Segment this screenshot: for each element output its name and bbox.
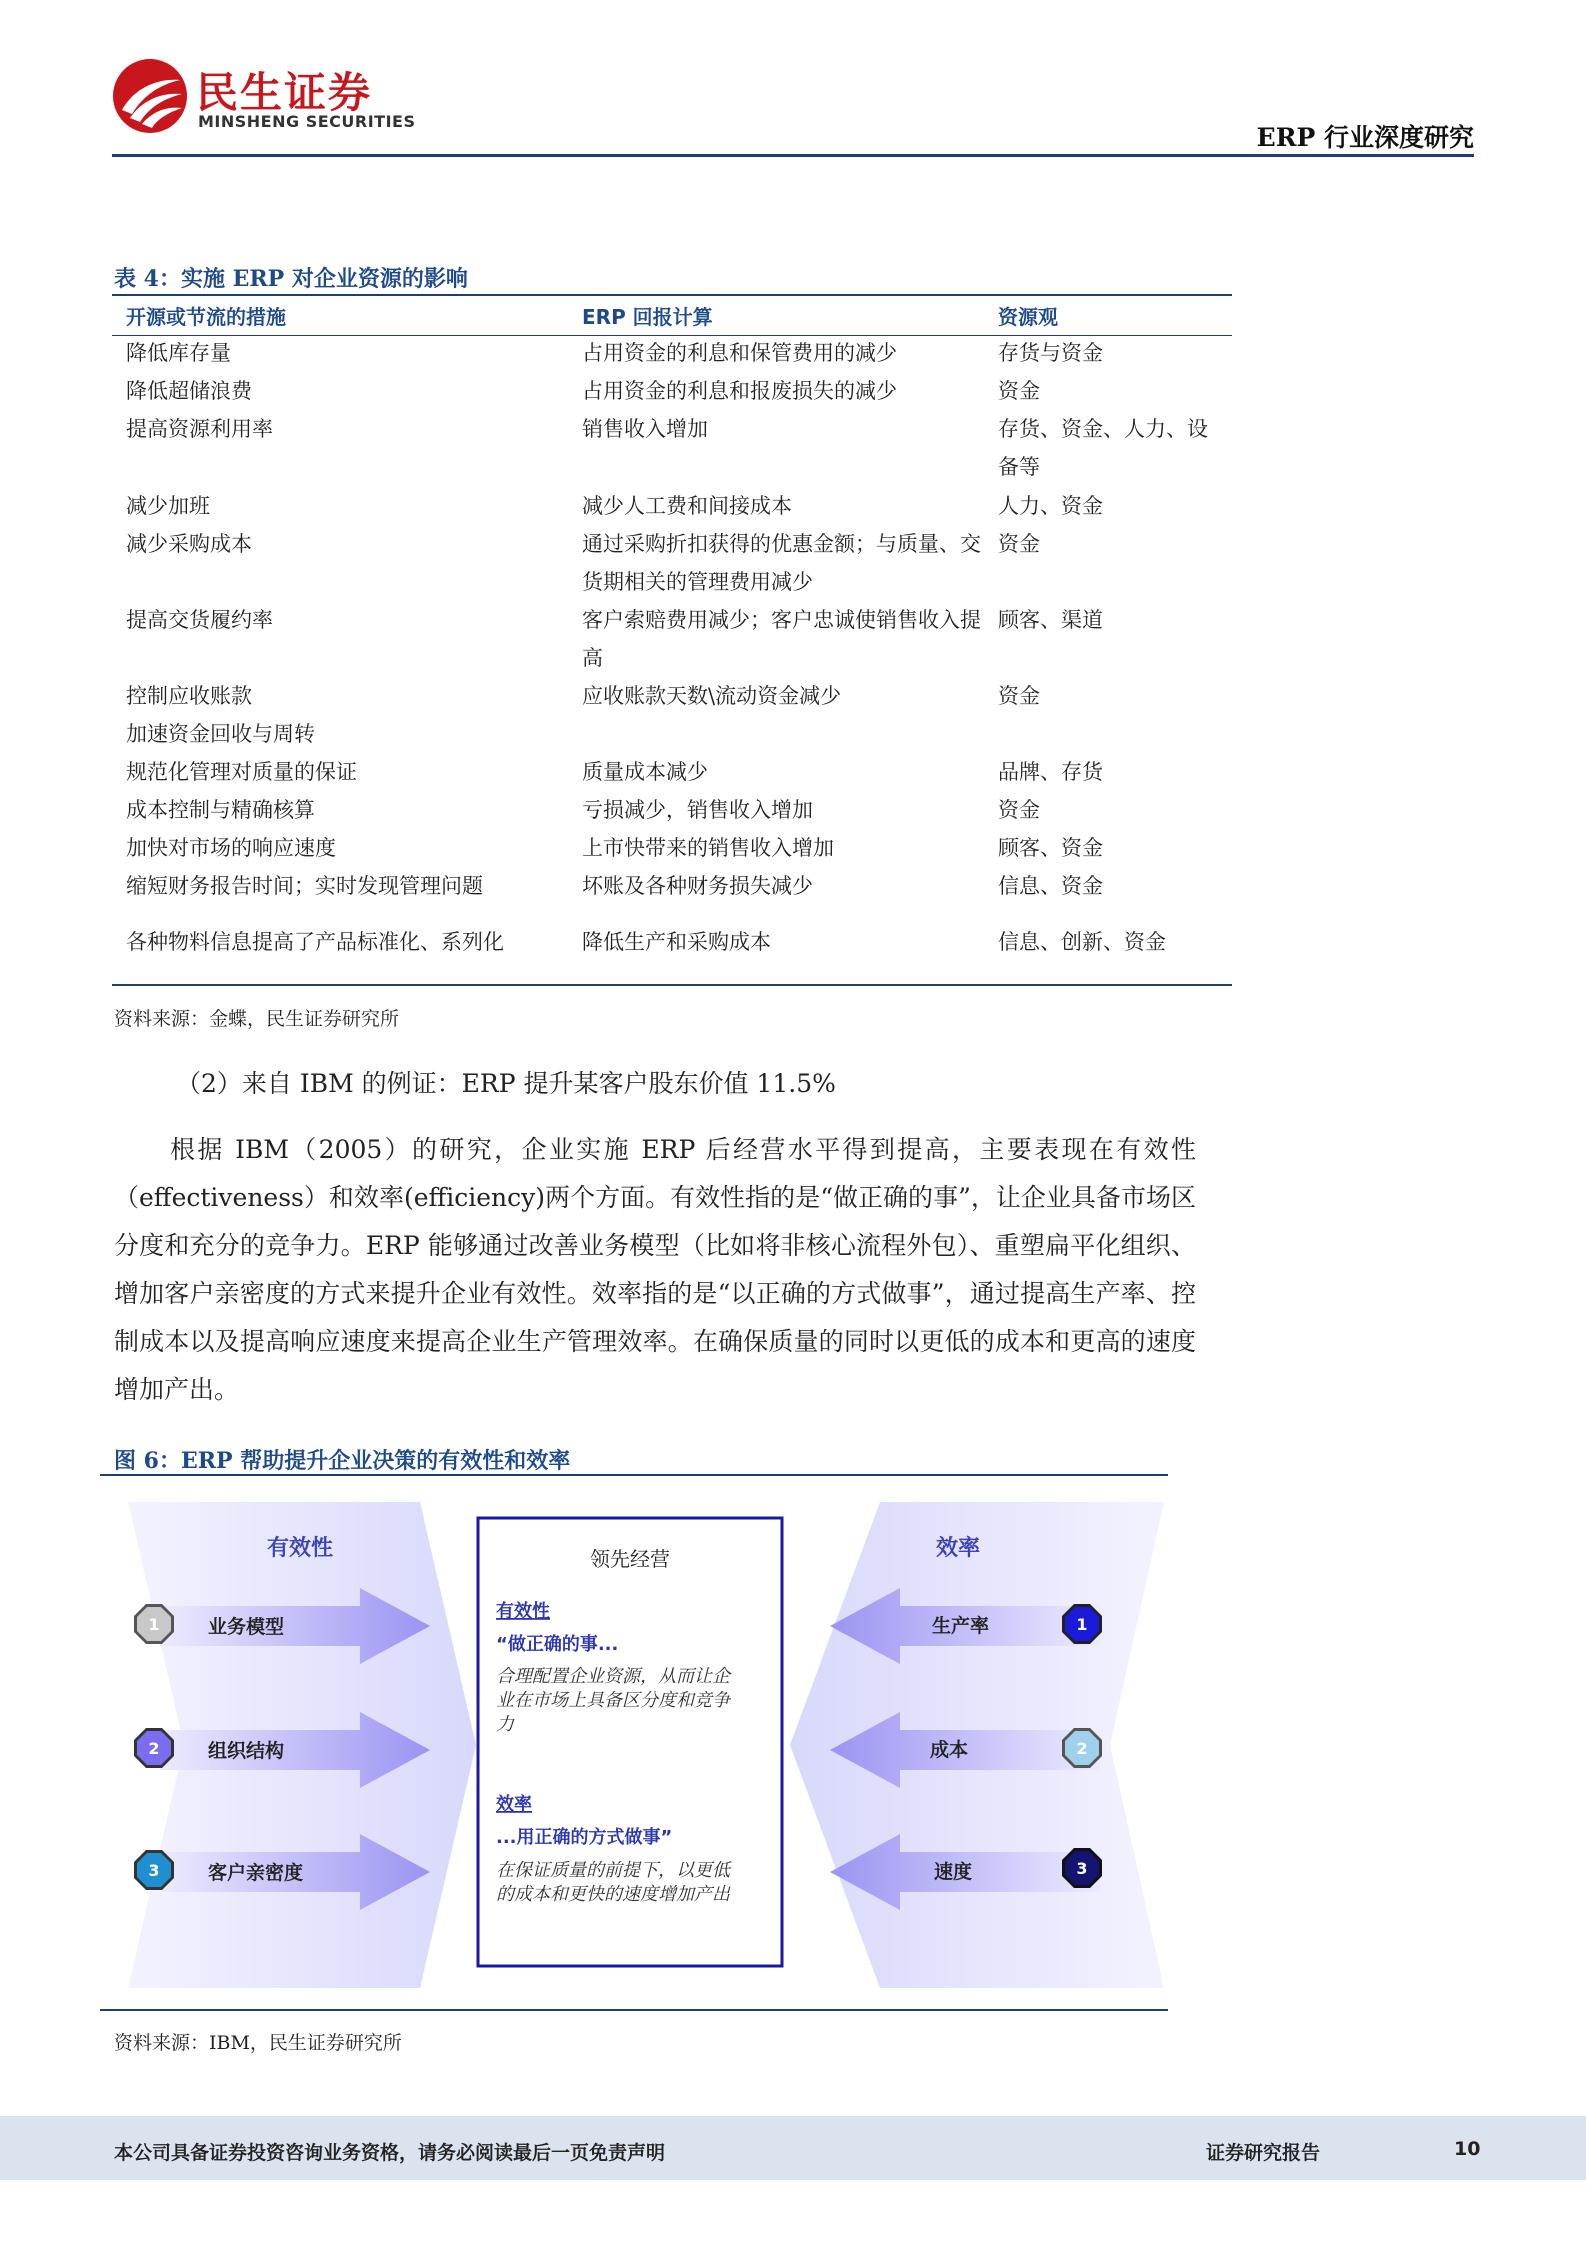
table-row-measure: 降低超储浪费 xyxy=(126,379,252,403)
erp-effectiveness-efficiency-diagram xyxy=(100,1490,1168,2000)
minsheng-logo-icon xyxy=(112,58,188,134)
left-item-3-label: 客户亲密度 xyxy=(208,1862,304,1884)
logo-text-cn: 民生证券 xyxy=(196,68,373,117)
table-row-measure: 减少采购成本 xyxy=(126,532,252,556)
left-badge-3-number: 3 xyxy=(148,1861,160,1880)
table-bottom-rule xyxy=(112,984,1232,986)
table-row-resource: 资金 xyxy=(998,532,1040,556)
table-row-calc: 降低生产和采购成本 xyxy=(582,930,771,954)
logo-text-en: MINSHENG SECURITIES xyxy=(198,112,416,131)
right-title: 效率 xyxy=(935,1536,981,1561)
center-title: 领先经营 xyxy=(590,1547,670,1571)
header-divider xyxy=(112,154,1474,157)
table-row-calc: 上市快带来的销售收入增加 xyxy=(582,836,834,860)
table-row-resource: 存货、资金、人力、设备等 xyxy=(998,417,1208,479)
right-item-2-label: 成本 xyxy=(930,1739,969,1761)
report-title: ERP 行业深度研究 xyxy=(1256,123,1474,152)
figure-bottom-rule xyxy=(100,2009,1168,2011)
figure-top-rule xyxy=(100,1474,1168,1476)
figure-title: 图 6：ERP 帮助提升企业决策的有效性和效率 xyxy=(114,1448,571,1474)
right-badge-2 xyxy=(1062,1728,1102,1768)
table-row-calc: 质量成本减少 xyxy=(582,760,708,784)
table-row-measure: 提高交货履约率 xyxy=(126,608,273,632)
left-badge-1 xyxy=(134,1604,174,1644)
table-row-resource: 顾客、资金 xyxy=(998,836,1103,860)
table-row-measure: 缩短财务报告时间；实时发现管理问题 xyxy=(126,874,483,898)
left-title: 有效性 xyxy=(266,1536,334,1561)
right-badge-3-number: 3 xyxy=(1076,1859,1088,1878)
table-row-measure: 提高资源利用率 xyxy=(126,417,273,441)
table-title: 表 4：实施 ERP 对企业资源的影响 xyxy=(114,266,468,292)
page-number: 10 xyxy=(1454,2138,1481,2160)
table-row-resource: 顾客、渠道 xyxy=(998,608,1103,632)
table-row-resource: 信息、创新、资金 xyxy=(998,930,1166,954)
table-source-note: 资料来源：金蝶，民生证券研究所 xyxy=(114,1008,400,1030)
table-row-resource: 品牌、存货 xyxy=(998,760,1103,784)
left-badge-2 xyxy=(134,1728,174,1768)
section-heading: （2）来自 IBM 的例证：ERP 提升某客户股东价值 11.5% xyxy=(176,1069,836,1098)
table-row-calc: 占用资金的利息和保管费用的减少 xyxy=(582,341,897,365)
table-row-resource: 信息、资金 xyxy=(998,874,1103,898)
center-eff-desc-3: 力 xyxy=(496,1714,514,1735)
table-row-calc: 亏损减少，销售收入增加 xyxy=(582,798,813,822)
center-eff-quote: “做正确的事... xyxy=(496,1634,619,1655)
table-top-rule xyxy=(112,294,1232,296)
table-row-measure: 降低库存量 xyxy=(126,341,231,365)
table-row-resource: 资金 xyxy=(998,798,1040,822)
right-item-3-label: 速度 xyxy=(934,1861,973,1883)
table-row-measure: 规范化管理对质量的保证 xyxy=(126,760,357,784)
right-badge-2-number: 2 xyxy=(1076,1739,1088,1758)
table-row-calc: 坏账及各种财务损失减少 xyxy=(582,874,813,898)
table-row-resource: 人力、资金 xyxy=(998,494,1103,518)
table-header-measure: 开源或节流的措施 xyxy=(126,305,286,329)
center-eff-label: 有效性 xyxy=(496,1601,550,1622)
left-badge-3 xyxy=(134,1850,174,1890)
table-row-resource: 资金 xyxy=(998,684,1040,708)
center-effic-desc-2: 的成本和更快的速度增加产出 xyxy=(496,1884,730,1905)
table-header-calc: ERP 回报计算 xyxy=(582,305,713,329)
table-row-resource: 资金 xyxy=(998,379,1040,403)
center-eff-desc-1: 合理配置企业资源，从而让企 xyxy=(496,1666,730,1687)
footer-report-type: 证券研究报告 xyxy=(1206,2142,1321,2164)
left-item-2-label: 组织结构 xyxy=(208,1740,285,1762)
table-row-measure: 控制应收账款 xyxy=(126,684,252,708)
right-badge-1 xyxy=(1062,1604,1102,1644)
center-effic-desc-1: 在保证质量的前提下，以更低 xyxy=(496,1860,730,1881)
table-row-calc: 销售收入增加 xyxy=(582,417,708,441)
table-row-calc: 应收账款天数\流动资金减少 xyxy=(582,684,842,708)
table-header-resource: 资源观 xyxy=(998,305,1058,329)
table-row-calc: 客户索赔费用减少；客户忠诚使销售收入提高 xyxy=(582,608,981,670)
center-effic-label: 效率 xyxy=(496,1794,532,1815)
center-effic-quote: ...用正确的方式做事” xyxy=(496,1827,673,1848)
center-eff-desc-2: 业在市场上具备区分度和竞争 xyxy=(496,1690,730,1711)
footer-disclaimer: 本公司具备证券投资咨询业务资格，请务必阅读最后一页免责声明 xyxy=(114,2142,666,2164)
table-row-measure: 加快对市场的响应速度 xyxy=(126,836,336,860)
right-item-1-label: 生产率 xyxy=(932,1615,990,1637)
table-row-resource: 存货与资金 xyxy=(998,341,1103,365)
table-row-calc: 减少人工费和间接成本 xyxy=(582,494,792,518)
table-row-measure: 成本控制与精确核算 xyxy=(126,798,315,822)
section-paragraph: 根据 IBM（2005）的研究，企业实施 ERP 后经营水平得到提高，主要表现在有效性（effectiveness）和效率(efficiency)两个方面。有效性指的是“做正确的事”，让企业具备市场区分度和充分的竞争力。ERP 能够通过改善业务模型（比如将非核心流程外包）、重塑扁平化组织、增加客户亲密度的方式来提升企业有效性。效率指的是“以正确的方式做事”，通过提高生产率、控制成本以及提高响应速度来提高企业生产管理效率。在确保质量的同时以更低的成本和更高的速度增加产出。 xyxy=(114,1135,1196,1404)
table-row-measure: 加速资金回收与周转 xyxy=(126,722,315,746)
left-item-1-label: 业务模型 xyxy=(208,1616,285,1638)
table-row-measure: 减少加班 xyxy=(126,494,210,518)
table-row-measure: 各种物料信息提高了产品标准化、系列化 xyxy=(126,930,504,954)
table-row-calc: 通过采购折扣获得的优惠金额；与质量、交货期相关的管理费用减少 xyxy=(582,532,981,594)
figure-source-note: 资料来源：IBM，民生证券研究所 xyxy=(114,2032,402,2054)
left-badge-1-number: 1 xyxy=(148,1615,160,1634)
right-badge-1-number: 1 xyxy=(1076,1615,1088,1634)
left-badge-2-number: 2 xyxy=(148,1739,160,1758)
table-row-calc: 占用资金的利息和报废损失的减少 xyxy=(582,379,897,403)
right-badge-3 xyxy=(1062,1848,1102,1888)
